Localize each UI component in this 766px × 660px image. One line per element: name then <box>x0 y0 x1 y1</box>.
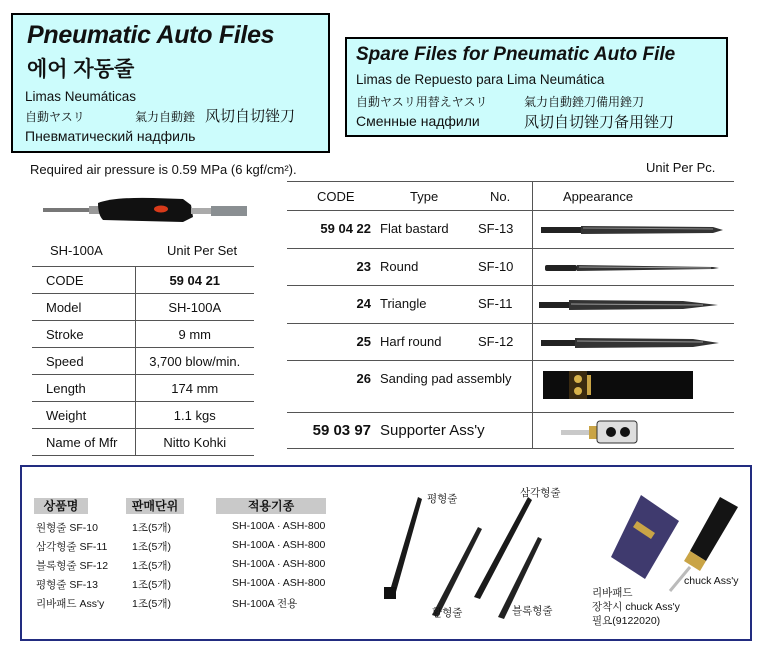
kcell-unit: 1조(5개) <box>132 560 171 572</box>
unit-per-pc-label: Unit Per Pc. <box>646 160 716 175</box>
part-appearance <box>532 286 734 323</box>
part-no: SF-12 <box>478 333 514 349</box>
parts-row <box>287 361 734 413</box>
title-japanese: 自動ヤスリ <box>25 110 85 124</box>
kcell-model: SH-100A · ASH-800 <box>232 577 326 589</box>
kcell-unit: 1조(5개) <box>132 579 171 591</box>
spec-row <box>32 348 254 375</box>
spec-key: Name of Mfr <box>32 429 135 456</box>
kheader-name: 상품명 <box>34 498 88 514</box>
part-appearance <box>532 324 734 361</box>
spec-key: CODE <box>32 267 135 294</box>
tool-model-label: SH-100A <box>50 243 103 258</box>
header-no: No. <box>490 189 511 204</box>
part-type: Sanding pad assembly <box>380 371 512 386</box>
page-title: Pneumatic Auto Files <box>27 21 275 49</box>
flat-file-label: 평형줄 <box>427 493 458 505</box>
chuck-label: chuck Ass'y <box>684 575 739 587</box>
part-code: 26 <box>356 371 371 386</box>
part-code: 25 <box>356 333 371 349</box>
kcell-unit: 1조(5개) <box>132 522 171 534</box>
spec-key: Speed <box>32 348 135 375</box>
spare-russian: Сменные надфили <box>356 113 480 129</box>
pad-label: 리바패드 <box>592 587 633 599</box>
parts-row <box>287 324 734 362</box>
triangle-file-icon <box>533 286 735 323</box>
part-appearance <box>532 413 734 448</box>
kcell-unit: 1조(5개) <box>132 598 171 610</box>
part-type: Round <box>380 258 419 274</box>
part-type: Supporter Ass'y <box>380 422 485 439</box>
air-pressure-note: Required air pressure is 0.59 MPa (6 kgf/cm²). <box>30 162 297 177</box>
spare-japanese: 自動ヤスリ用替えヤスリ <box>356 95 488 109</box>
kheader-model: 적용기종 <box>216 498 326 514</box>
spec-row <box>32 375 254 402</box>
spare-title-box <box>345 37 728 137</box>
kcell-model: SH-100A 전용 <box>232 598 298 610</box>
spec-row <box>32 402 254 429</box>
kcell-model: SH-100A · ASH-800 <box>232 539 326 551</box>
part-type: Flat bastard <box>380 221 449 236</box>
title-box <box>11 13 330 153</box>
parts-row <box>287 211 734 249</box>
part-code: 24 <box>356 296 371 311</box>
header-divider <box>532 182 533 210</box>
half-round-file-label: 블록형줄 <box>512 605 553 617</box>
spec-key: Weight <box>32 402 135 429</box>
spec-value: Nitto Kohki <box>135 429 254 456</box>
header-code: CODE <box>317 189 355 204</box>
unit-per-set-label: Unit Per Set <box>167 243 238 258</box>
kcell-name: 리바패드 Ass'y <box>36 598 105 610</box>
part-no: SF-11 <box>478 296 513 311</box>
spec-key: Stroke <box>32 321 135 348</box>
kcell-name: 원형줄 SF-10 <box>36 522 98 534</box>
spec-value: 59 04 21 <box>135 267 254 294</box>
part-code: 59 04 22 <box>320 221 371 236</box>
flat-file-icon <box>533 211 735 248</box>
spec-value: 9 mm <box>135 321 254 348</box>
title-spanish: Limas Neumáticas <box>25 89 137 104</box>
header-type: Type <box>410 189 439 204</box>
title-russian: Пневматический надфиль <box>25 128 196 144</box>
round-file-label: 환형줄 <box>432 607 463 619</box>
triangle-file-label: 삼각형줄 <box>520 487 561 499</box>
round-file-icon <box>533 249 735 286</box>
spec-value: 1.1 kgs <box>135 402 254 429</box>
spec-table <box>32 266 254 456</box>
spec-key: Model <box>32 294 135 321</box>
part-appearance <box>532 361 734 412</box>
supporter-icon <box>533 413 735 449</box>
part-appearance <box>532 249 734 286</box>
pad-note-2: 필요(9122020) <box>592 615 661 627</box>
spec-row <box>32 321 254 348</box>
spec-value: 3,700 blow/min. <box>135 348 254 375</box>
kcell-unit: 1조(5개) <box>132 541 171 553</box>
part-no: SF-13 <box>478 221 514 236</box>
kcell-name: 평형줄 SF-13 <box>36 579 98 591</box>
part-code: 59 03 97 <box>312 422 371 439</box>
spec-row <box>32 294 254 321</box>
kcell-model: SH-100A · ASH-800 <box>232 520 326 532</box>
spare-spanish: Limas de Repuesto para Lima Neumática <box>356 72 605 87</box>
spare-title: Spare Files for Pneumatic Auto File <box>356 44 676 65</box>
title-korean: 에어 자동줄 <box>27 58 135 81</box>
kcell-name: 블록형줄 SF-12 <box>36 560 109 572</box>
title-japanese-2: 氣力自動銼 <box>135 110 196 124</box>
spec-key: Length <box>32 375 135 402</box>
spare-chinese: 风切自切锉刀备用锉刀 <box>524 114 675 131</box>
title-chinese: 风切自切锉刀 <box>205 108 296 125</box>
parts-row <box>287 413 734 449</box>
part-appearance <box>532 211 734 248</box>
pneumatic-file-tool-icon <box>43 195 248 227</box>
spare-parts-table <box>287 181 734 449</box>
kheader-unit: 판매단위 <box>126 498 184 514</box>
sanding-pad-icon <box>533 361 735 413</box>
parts-row <box>287 249 734 287</box>
part-type: Triangle <box>380 296 427 311</box>
part-no: SF-10 <box>478 258 514 274</box>
parts-row <box>287 286 734 324</box>
spec-value: 174 mm <box>135 375 254 402</box>
parts-header <box>287 181 734 211</box>
half-round-file-icon <box>533 324 735 361</box>
korean-info-panel <box>20 465 752 641</box>
pad-note-1: 장착시 chuck Ass'y <box>592 601 680 613</box>
kcell-name: 삼각형줄 SF-11 <box>36 541 108 553</box>
spec-row <box>32 267 254 294</box>
header-appearance: Appearance <box>563 189 634 204</box>
spec-value: SH-100A <box>135 294 254 321</box>
spare-japanese-2: 氣力自動銼刀備用銼刀 <box>524 95 645 109</box>
spec-row <box>32 429 254 456</box>
part-code: 23 <box>356 258 371 274</box>
part-type: Harf round <box>380 333 442 349</box>
kcell-model: SH-100A · ASH-800 <box>232 558 326 570</box>
